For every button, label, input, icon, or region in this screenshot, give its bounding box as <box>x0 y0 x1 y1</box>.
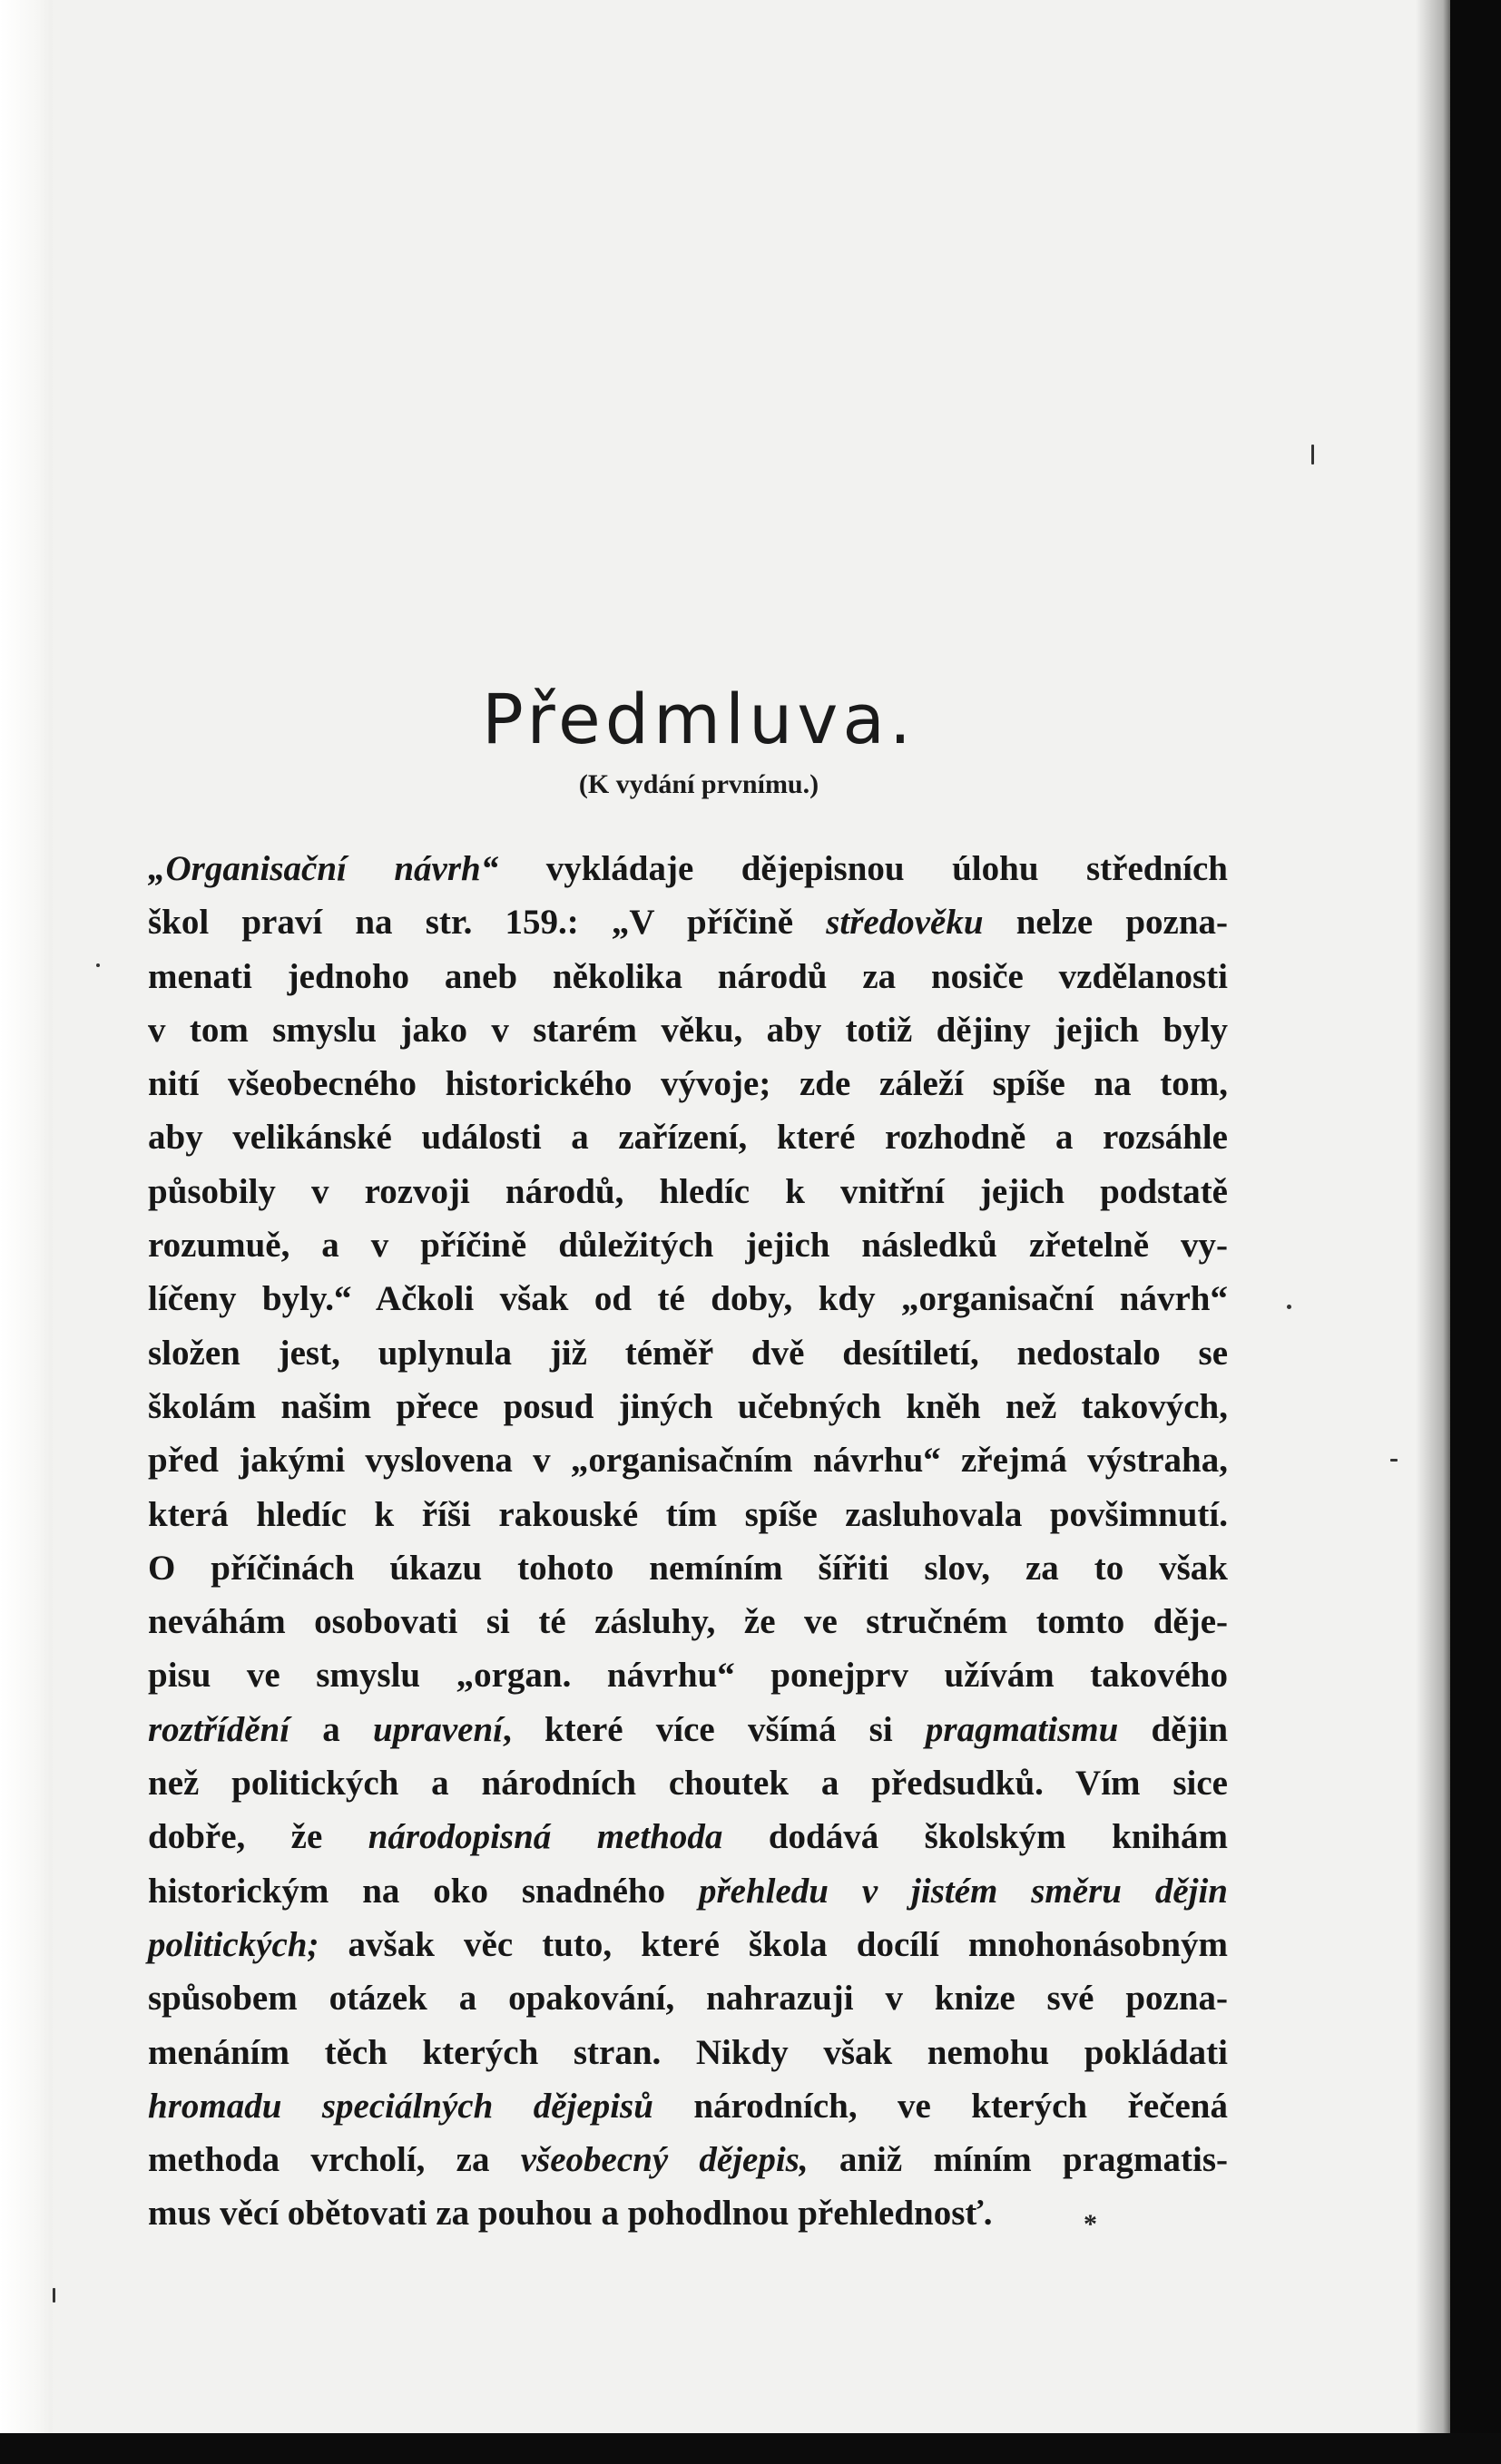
text-line <box>148 1648 1228 1702</box>
emphasized-text: všeobecný dějepis, <box>520 2140 809 2180</box>
text-run: složen jest, uplynula již téměř dvě desítiletí, nedostalo se <box>148 1333 1228 1373</box>
text-line <box>148 950 1228 1003</box>
text-run: historickým na oko snadného <box>148 1871 699 1911</box>
text-line <box>148 1272 1228 1325</box>
text-run: působily v rozvoji národů, hledíc k vnitřní jejich podstatě <box>148 1171 1228 1211</box>
text-line <box>148 1703 1228 1756</box>
emphasized-text: hromadu speciálných dějepisů <box>148 2086 653 2126</box>
text-run: nelze pozna- <box>983 903 1228 943</box>
text-line <box>148 1756 1228 1810</box>
text-line <box>148 1433 1228 1487</box>
preface-paragraph <box>148 842 1228 2241</box>
text-run: neváhám osobovati si té zásluhy, že ve stručném tomto děje- <box>148 1602 1228 1642</box>
text-run: spůsobem otázek a opakování, nahrazuji v knize své pozna- <box>148 1979 1228 2019</box>
text-line <box>148 1326 1228 1380</box>
text-run: a <box>289 1709 373 1749</box>
text-run: dobře, že <box>148 1817 368 1857</box>
emphasized-text: středověku <box>826 903 984 943</box>
text-run: vykládaje dějepisnou úlohu středních <box>498 849 1228 888</box>
text-run: rozumuě, a v příčině důležitých jejich následků zřetelně vy- <box>148 1226 1228 1266</box>
text-line <box>148 1218 1228 1272</box>
scan-edge-bottom <box>0 2433 1501 2464</box>
text-line <box>148 1595 1228 1648</box>
print-speck <box>53 2288 55 2303</box>
emphasized-text: upravení <box>372 1709 503 1749</box>
text-line <box>148 1380 1228 1433</box>
text-line <box>148 1918 1228 1971</box>
text-run: líčeny byly.“ Ačkoli však od té doby, kdy „organisační návrh“ <box>148 1279 1228 1319</box>
text-line <box>148 895 1228 949</box>
text-line <box>148 1110 1228 1164</box>
emphasized-text: roztřídění <box>148 1709 290 1749</box>
page-title: Předmluva. <box>481 679 917 759</box>
page-subtitle: (K vydání prvnímu.) <box>578 769 819 799</box>
emphasized-text: pragmatismu <box>925 1709 1119 1749</box>
text-run: aby velikánské události a zařízení, které rozhodně a rozsáhle <box>148 1118 1228 1158</box>
text-line <box>148 1488 1228 1541</box>
text-run: mus věcí obětovati za pouhou a pohodlnou přehlednosť. <box>148 2194 993 2234</box>
text-run: dodává školským knihám <box>722 1817 1228 1857</box>
text-run: školám našim přece posud jiných učebných kněh než takových, <box>148 1386 1228 1426</box>
text-run: nití všeobecného historického vývoje; zde záleží spíše na tom, <box>148 1064 1228 1104</box>
text-line <box>148 1971 1228 2025</box>
text-line <box>148 2026 1228 2079</box>
text-run: dějin <box>1118 1709 1229 1749</box>
text-line <box>148 1165 1228 1218</box>
text-line <box>148 842 1228 895</box>
print-speck <box>1287 1305 1291 1309</box>
text-line <box>148 2133 1228 2186</box>
text-run: , které více všímá si <box>503 1709 926 1749</box>
text-run: pisu ve smyslu „organ. návrhu“ ponejprv užívám takového <box>148 1656 1228 1696</box>
signature-mark: * <box>1084 2209 1097 2239</box>
text-run: menati jednoho aneb několika národů za nosiče vzdělanosti <box>148 956 1228 996</box>
emphasized-text: přehledu v jistém směru dějin <box>698 1871 1228 1911</box>
text-line <box>148 1003 1228 1057</box>
gutter-shadow <box>1416 0 1450 2464</box>
left-margin <box>0 0 53 2464</box>
text-line <box>148 1541 1228 1595</box>
text-run: která hledíc k říši rakouské tím spíše zasluhovala povšimnutí. <box>148 1494 1228 1534</box>
text-run: v tom smyslu jako v starém věku, aby totiž dějiny jejich byly <box>148 1010 1228 1050</box>
text-run: O příčinách úkazu tohoto nemíním šířiti slov, za to však <box>148 1548 1228 1588</box>
text-line <box>148 2186 1228 2240</box>
print-speck <box>1311 445 1314 464</box>
emphasized-text: národopisná methoda <box>368 1817 723 1857</box>
emphasized-text: „Organisační návrh“ <box>148 849 499 888</box>
print-speck <box>96 963 100 967</box>
text-run: methoda vrcholí, za <box>148 2140 521 2180</box>
text-line <box>148 1864 1228 1918</box>
text-run: menáním těch kterých stran. Nikdy však nemohu pokládati <box>148 2032 1228 2072</box>
text-run: národních, ve kterých řečená <box>652 2086 1228 2126</box>
text-run: aniž míním pragmatis- <box>808 2140 1228 2180</box>
text-run: před jakými vyslovena v „organisačním návrhu“ zřejmá výstraha, <box>148 1441 1228 1481</box>
text-run: avšak věc tuto, které škola docílí mnohonásobným <box>319 1924 1228 1964</box>
print-speck <box>1390 1459 1398 1462</box>
scan-edge-right <box>1450 0 1501 2464</box>
text-line <box>148 2079 1228 2133</box>
emphasized-text: politických; <box>148 1924 319 1964</box>
text-run: než politických a národních choutek a předsudků. Vím sice <box>148 1764 1228 1804</box>
text-line <box>148 1810 1228 1863</box>
text-line <box>148 1057 1228 1110</box>
text-run: škol praví na str. 159.: „V příčině <box>148 903 827 943</box>
